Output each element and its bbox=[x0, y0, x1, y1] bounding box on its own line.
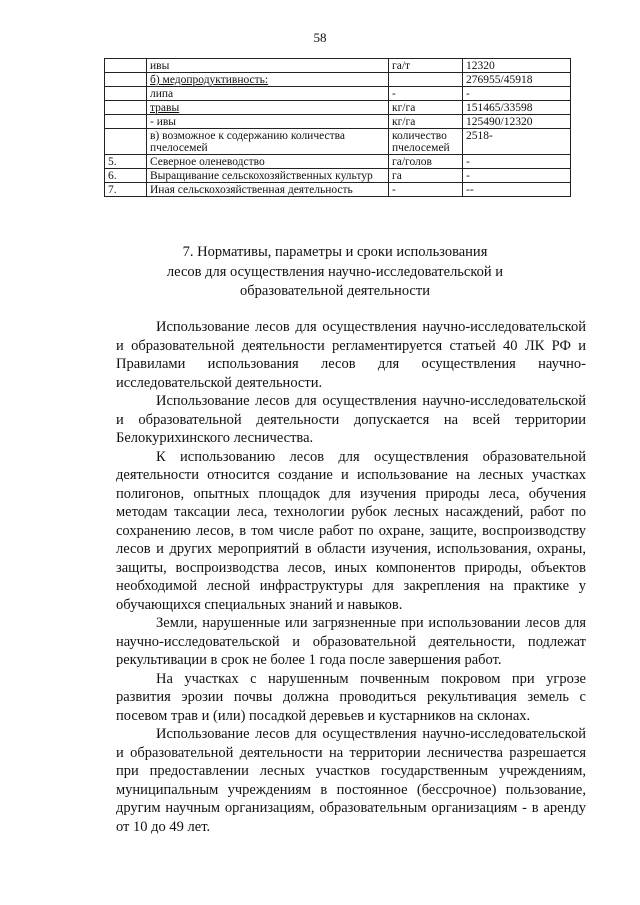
table-cell-value: - bbox=[463, 155, 571, 169]
table-row bbox=[105, 101, 571, 115]
data-table bbox=[104, 58, 571, 197]
paragraph: Использование лесов для осуществления научно-исследовательской и образовательной деятельности на территории лесничества разрешается при предоставлении лесных участков государственным учреждениям, муниципальным учреждениям в постоянное (бессрочное) пользование, другим научным организациям, образовательным организациям - в аренду от 10 до 49 лет. bbox=[116, 726, 586, 835]
table-cell-name: ивы bbox=[147, 59, 389, 73]
paragraph: Земли, нарушенные или загрязненные при использовании лесов для научно-исследовательской и образовательной деятельности, подлежат рекультивации в срок не более 1 года после завершения работ. bbox=[116, 615, 586, 668]
table-cell-num: 5. bbox=[105, 155, 147, 169]
table-cell-num bbox=[105, 129, 147, 155]
table-cell-num bbox=[105, 59, 147, 73]
table-row bbox=[105, 87, 571, 101]
paragraph: На участках с нарушенным почвенным покровом при угрозе развития эрозии почвы должна проводиться рекультивация земель с посевом трав и (или) посадкой деревьев и кустарников на склонах. bbox=[116, 670, 586, 724]
table-cell-value: 125490/12320 bbox=[463, 115, 571, 129]
table-row bbox=[105, 183, 571, 197]
table-cell-name: в) возможное к содержанию количества пчелосемей bbox=[147, 129, 389, 155]
table-cell-num bbox=[105, 101, 147, 115]
table-cell-value: 276955/45918 bbox=[463, 73, 571, 87]
paragraph: К использованию лесов для осуществления образовательной деятельности относится создание и использование на лесных участках полигонов, опытных площадок для изучения природы леса, обучения методам таксации леса, технологии рубок лесных насаждений, работ по сохранению лесов, в том числе работ по охране, защите, воспроизводству лесов и других мероприятий в области изучения, использования, охраны, защиты, воспроизводства лесов, иных компонентов природы, объектов необходимой лесной инфраструктуры для закрепления на практике у обучающихся специальных знаний и навыков. bbox=[116, 448, 586, 613]
table-row bbox=[105, 115, 571, 129]
table-cell-value: -- bbox=[463, 183, 571, 197]
table-cell-unit: - bbox=[389, 183, 463, 197]
table-cell-unit: количество пчелосемей bbox=[389, 129, 463, 155]
table-cell-unit: кг/га bbox=[389, 101, 463, 115]
table-row bbox=[105, 59, 571, 73]
table-cell-num bbox=[105, 115, 147, 129]
paragraph: Использование лесов для осуществления научно-исследовательской и образовательной деятельности регламентируется статьей 40 ЛК РФ и Правилами использования лесов для осуществления научно-исследовательской деятельности. bbox=[116, 319, 586, 391]
heading-line-1: 7. Нормативы, параметры и сроки использования bbox=[182, 244, 488, 260]
section-heading bbox=[100, 243, 570, 302]
heading-line-2: лесов для осуществления научно-исследовательской и bbox=[166, 263, 504, 280]
table-cell-name: Выращивание сельскохозяйственных культур bbox=[147, 169, 389, 183]
table-cell-value: - bbox=[463, 87, 571, 101]
table-cell-name: липа bbox=[147, 87, 389, 101]
table-row bbox=[105, 169, 571, 183]
table-cell-name: б) медопродуктивность: bbox=[147, 73, 389, 87]
table-cell-unit: га bbox=[389, 169, 463, 183]
body-text bbox=[116, 318, 586, 836]
table-cell-name: Иная сельскохозяйственная деятельность bbox=[147, 183, 389, 197]
heading-line-3: образовательной деятельности bbox=[240, 283, 430, 299]
table-cell-num bbox=[105, 87, 147, 101]
paragraph: Использование лесов для осуществления научно-исследовательской и образовательной деятельности допускается на всей территории Белокурихинского лесничества. bbox=[116, 393, 586, 446]
table-cell-value: - bbox=[463, 169, 571, 183]
table-cell-name: травы bbox=[147, 101, 389, 115]
table-cell-value: 12320 bbox=[463, 59, 571, 73]
table-cell-num: 7. bbox=[105, 183, 147, 197]
table-cell-unit: га/голов bbox=[389, 155, 463, 169]
table-cell-name: Северное оленеводство bbox=[147, 155, 389, 169]
table-cell-unit: - bbox=[389, 87, 463, 101]
table-row bbox=[105, 129, 571, 155]
page-number: 58 bbox=[313, 30, 327, 45]
table-cell-unit bbox=[389, 73, 463, 87]
table-cell-num: 6. bbox=[105, 169, 147, 183]
table-row bbox=[105, 155, 571, 169]
table-row bbox=[105, 73, 571, 87]
table-cell-num bbox=[105, 73, 147, 87]
table-cell-value: 2518- bbox=[463, 129, 571, 155]
table-cell-value: 151465/33598 bbox=[463, 101, 571, 115]
table-cell-unit: кг/га bbox=[389, 115, 463, 129]
table-cell-name: - ивы bbox=[147, 115, 389, 129]
table-cell-unit: га/т bbox=[389, 59, 463, 73]
